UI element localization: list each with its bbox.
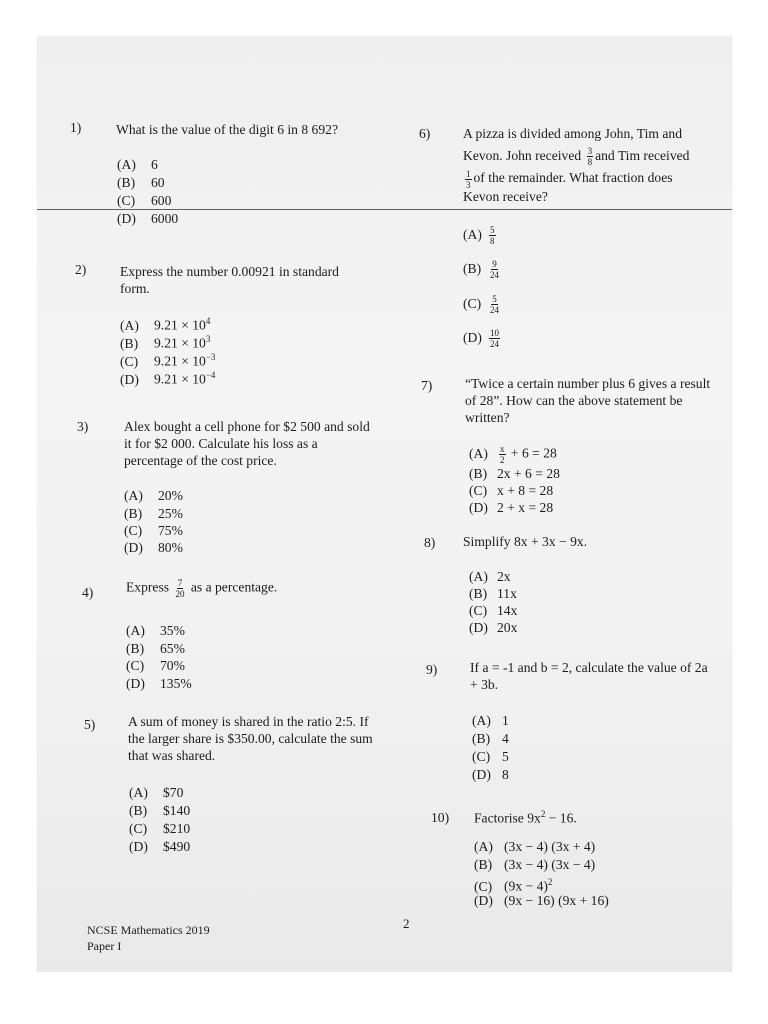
- question-5-option-b: (B) $140: [129, 803, 191, 818]
- question-3-option-a: (A) 20%: [124, 488, 183, 503]
- question-6-text: A pizza is divided among John, Tim and Kevon. John received $\frac{3}{8}$ and Tim received $\frac{1}{3}$ of the remainder. What fraction does Kevon receive?: [463, 126, 690, 204]
- question-6-number: 6): [419, 126, 431, 141]
- question-6-option-c: (C) $\frac{5}{24}$: [463, 294, 499, 315]
- question-9-option-a: (A) 1: [472, 713, 509, 728]
- page-number: 2: [403, 916, 410, 931]
- question-2-option-c: (C) $9.21 \times 10^{-3}$: [120, 352, 216, 369]
- question-4-option-d: (D) 135%: [126, 676, 192, 691]
- question-3-number: 3): [77, 419, 89, 434]
- question-9-number: 9): [426, 662, 438, 677]
- question-5-option-a: (A) $70: [129, 785, 184, 800]
- question-3-option-c: (C) 75%: [124, 523, 183, 538]
- question-2-option-d: (D) $9.21 \times 10^{-4}$: [120, 370, 216, 387]
- question-1-number: 1): [70, 120, 82, 135]
- question-10-option-a: (A) (3x − 4) (3x + 4): [474, 839, 596, 854]
- question-9-option-d: (D) 8: [472, 767, 509, 782]
- question-10-option-b: (B) (3x − 4) (3x − 4): [474, 857, 596, 872]
- question-4-option-b: (B) 65%: [126, 641, 185, 656]
- question-6-fraction-tim: $\frac{1}{3}$: [466, 168, 471, 190]
- question-1-option-d: (D) 6000: [117, 211, 179, 226]
- question-5-text: A sum of money is shared in the ratio 2:5. If the larger share is $350.00, calculate the sum that was shared.: [128, 714, 373, 763]
- question-2-option-b: (B) $9.21 \times 10^3$: [120, 334, 211, 351]
- question-7-option-d: (D) 2 + x = 28: [469, 500, 554, 515]
- question-9-option-c: (C) 5: [472, 749, 509, 764]
- question-3-option-b: (B) 25%: [124, 506, 183, 521]
- question-8-option-c: (C) 14x: [469, 603, 518, 618]
- question-5-option-c: (C) $210: [129, 821, 191, 836]
- question-8-option-b: (B) 11x: [469, 586, 517, 601]
- question-6-fraction-john: $\frac{3}{8}$: [587, 146, 593, 168]
- question-2-number: 2): [75, 262, 87, 277]
- question-3-option-d: (D) 80%: [124, 540, 183, 555]
- question-9-option-b: (B) 4: [472, 731, 509, 746]
- footer-title: NCSE Mathematics 2019 Paper I: [87, 923, 210, 953]
- question-1-option-b: (B) 60: [117, 175, 165, 190]
- question-6-option-a: (A) $\frac{5}{8}$: [463, 225, 495, 246]
- question-7-option-a: (A) $\frac{x}{2}$ + 6 = 28: [469, 444, 557, 465]
- question-7-number: 7): [421, 378, 433, 393]
- question-2-option-a: (A) $9.21 \times 10^4$: [120, 316, 211, 333]
- question-1-option-c: (C) 600: [117, 193, 172, 208]
- question-1-option-a: (A) 6: [117, 157, 158, 172]
- question-8-number: 8): [424, 535, 436, 550]
- question-4-number: 4): [82, 585, 94, 600]
- question-7-option-c: (C) x + 8 = 28: [469, 483, 554, 498]
- question-9-text: If a = -1 and b = 2, calculate the value of 2a + 3b.: [470, 660, 708, 692]
- question-1-text: What is the value of the digit 6 in 8 692?: [116, 122, 338, 137]
- question-10-option-d: (D) (9x − 16) (9x + 16): [474, 893, 609, 908]
- question-6-option-b: (B) $\frac{9}{24}$: [463, 259, 499, 280]
- question-8-option-d: (D) 20x: [469, 620, 518, 635]
- question-4-option-a: (A) 35%: [126, 623, 185, 638]
- question-2-text: Express the number 0.00921 in standard form.: [120, 264, 339, 296]
- question-4-fraction: $\frac{7}{20}$: [175, 578, 185, 599]
- question-8-option-a: (A) 2x: [469, 569, 511, 584]
- question-4-option-c: (C) 70%: [126, 658, 185, 673]
- question-10-option-c: (C) $(9x - 4)^2$: [474, 877, 553, 894]
- question-7-option-b: (B) 2x + 6 = 28: [469, 466, 560, 481]
- question-4-text: Express $\frac{7}{20}$ as a percentage.: [126, 578, 278, 599]
- question-10-text: Factorise $9x^2 - 16$.: [474, 809, 577, 826]
- question-5-option-d: (D) $490: [129, 839, 191, 854]
- question-5-number: 5): [84, 717, 96, 732]
- question-7-text: “Twice a certain number plus 6 gives a result of 28”. How can the above statement be written?: [465, 376, 711, 425]
- question-6-option-d: (D) $\frac{10}{24}$: [463, 328, 499, 349]
- question-3-text: Alex bought a cell phone for $2 500 and sold it for $2 000. Calculate his loss as a percentage of the cost price.: [124, 419, 370, 468]
- question-10-number: 10): [431, 810, 450, 825]
- question-8-text: Simplify 8x + 3x − 9x.: [463, 534, 588, 549]
